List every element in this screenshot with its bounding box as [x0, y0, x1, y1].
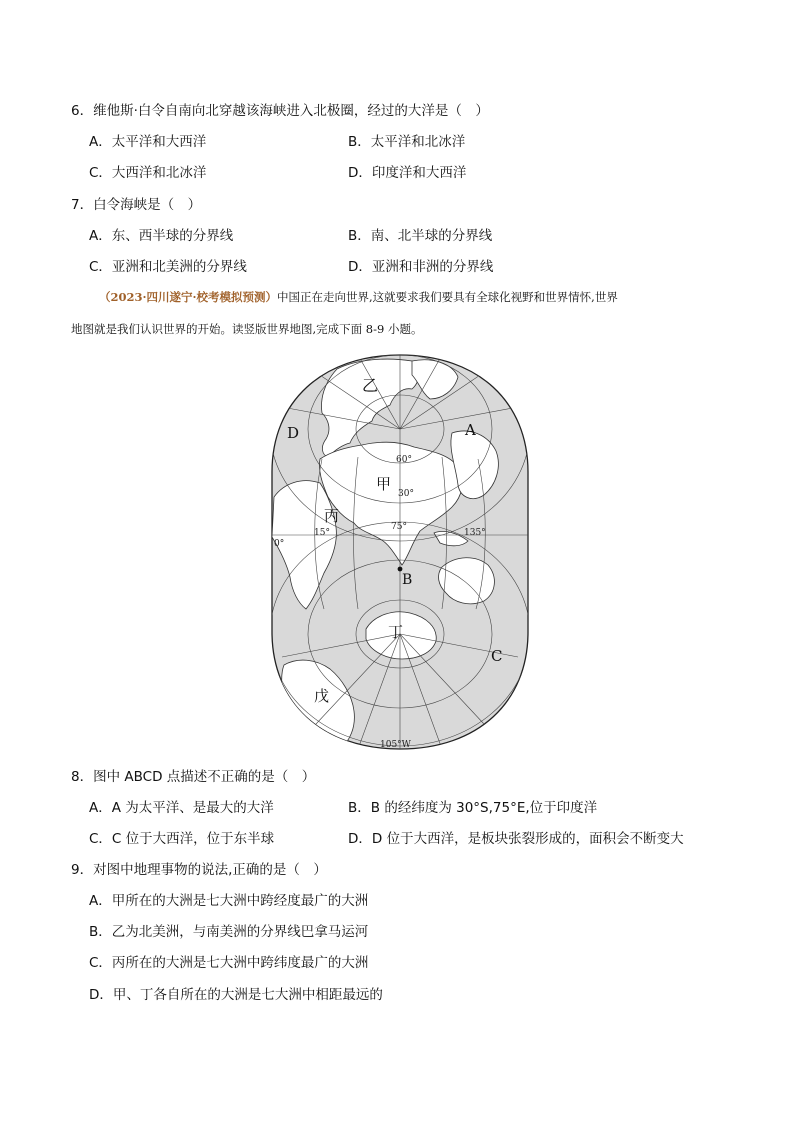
label-d: D — [287, 424, 300, 442]
q9-option-d[interactable]: D．甲、丁各自所在的大洲是七大洲中相距最远的 — [89, 987, 383, 1003]
source-line-1 — [99, 288, 618, 306]
label-b: B — [402, 572, 413, 588]
q9-stem: 9．对图中地理事物的说法,正确的是（ ） — [71, 862, 327, 878]
q9-option-c[interactable]: C．丙所在的大洲是七大洲中跨纬度最广的大洲 — [89, 955, 369, 971]
tick-lon-135: 135° — [464, 528, 486, 538]
q8-option-d[interactable]: D．D 位于大西洋，是板块张裂形成的，面积会不断变大 — [348, 831, 684, 847]
tick-lon-15: 15° — [314, 528, 330, 538]
q6-option-d[interactable]: D．印度洋和大西洋 — [348, 165, 467, 181]
label-bing: 丙 — [324, 507, 340, 525]
label-c: C — [491, 647, 503, 665]
q6-option-a[interactable]: A．太平洋和大西洋 — [89, 134, 207, 150]
q6-option-b[interactable]: B．太平洋和北冰洋 — [348, 134, 466, 150]
label-yi: 乙 — [362, 376, 379, 395]
q7-option-d[interactable]: D．亚洲和非洲的分界线 — [348, 259, 494, 275]
source-text-1: 中国正在走向世界,这就要求我们要具有全球化视野和世界情怀,世界 — [277, 290, 618, 304]
q6-option-c[interactable]: C．大西洋和北冰洋 — [89, 165, 207, 181]
q9-option-a[interactable]: A．甲所在的大洲是七大洲中跨经度最广的大洲 — [89, 893, 369, 909]
tick-lon-75: 75° — [391, 522, 407, 532]
source-text-2: 地图就是我们认识世界的开始。读竖版世界地图,完成下面 8-9 小题。 — [71, 322, 423, 336]
q6-stem: 6．维他斯·白令自南向北穿越该海峡进入北极圈，经过的大洋是（ ） — [71, 103, 489, 119]
source-tag: （2023·四川遂宁·校考模拟预测） — [99, 290, 278, 304]
tick-lon-105w: 105°W — [380, 740, 411, 750]
point-b-marker — [398, 567, 403, 572]
q7-option-c[interactable]: C．亚洲和北美洲的分界线 — [89, 259, 247, 275]
q7-option-a[interactable]: A．东、西半球的分界线 — [89, 228, 234, 244]
q8-option-b[interactable]: B．B 的经纬度为 30°S,75°E,位于印度洋 — [348, 800, 598, 816]
q7-stem: 7．白令海峡是（ ） — [71, 197, 202, 213]
world-map-figure — [262, 347, 538, 757]
label-a: A — [465, 421, 476, 439]
tick-lat-30: 30° — [398, 489, 414, 499]
tick-lat-60: 60° — [396, 455, 412, 465]
q8-option-c[interactable]: C．C 位于大西洋，位于东半球 — [89, 831, 275, 847]
q8-stem: 8．图中 ABCD 点描述不正确的是（ ） — [71, 769, 316, 785]
q8-option-a[interactable]: A．A 为太平洋、是最大的大洋 — [89, 800, 274, 816]
q9-option-b[interactable]: B．乙为北美洲，与南美洲的分界线巴拿马运河 — [89, 924, 369, 940]
label-wu: 戊 — [314, 687, 330, 705]
tick-lon-0: 0° — [274, 539, 285, 549]
label-jia: 甲 — [376, 475, 392, 493]
world-map-svg — [262, 347, 538, 757]
q7-option-b[interactable]: B．南、北半球的分界线 — [348, 228, 493, 244]
label-ding: 丁 — [388, 623, 404, 641]
